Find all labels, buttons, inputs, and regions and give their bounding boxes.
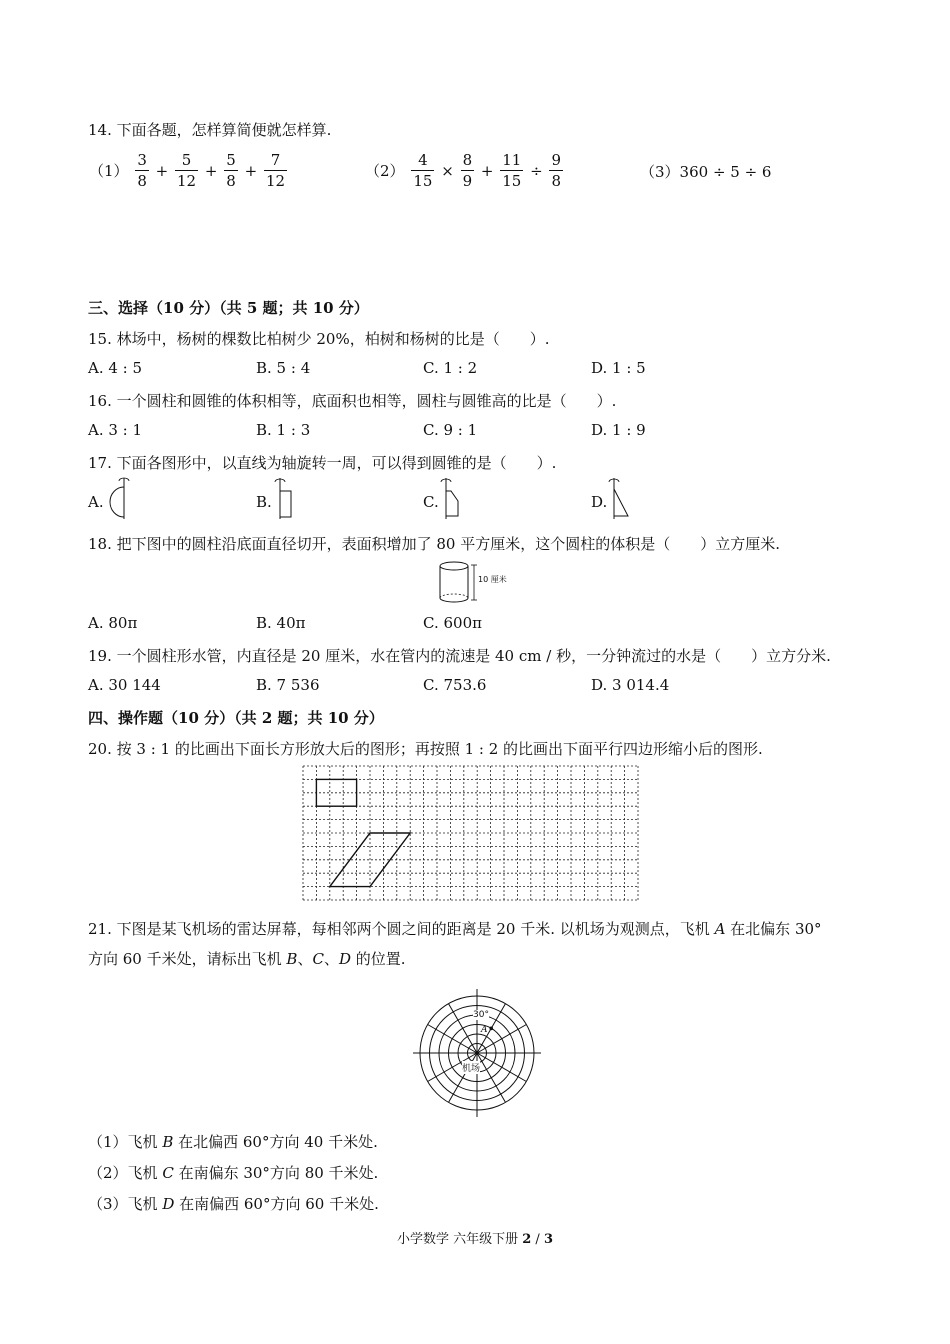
q16-prompt: 16. 一个圆柱和圆锥的体积相等，底面积也相等，圆柱与圆锥高的比是（ ）.	[88, 392, 617, 410]
fraction: $\frac{11}{15}$	[502, 151, 522, 190]
radar-ray	[477, 1053, 526, 1082]
q15-option-a[interactable]: A. 4 : 5	[88, 359, 143, 377]
q16-option-a[interactable]: A. 3 : 1	[88, 421, 143, 439]
q14-part2: （2） $\frac{4}{15}$ × $\frac{8}{9}$ + $\frac{11}{15}$ ÷ $\frac{9}{8}$	[365, 151, 562, 190]
q20-prompt: 20. 按 3 : 1 的比画出下面长方形放大后的图形；再按照 1 : 2 的比画出下面平行四边形缩小后的图形.	[88, 740, 763, 758]
q18-option-c[interactable]: C. 600π	[423, 614, 482, 632]
radar-center-label: 机场	[462, 1061, 480, 1074]
cylinder-figure	[438, 560, 518, 610]
fraction: $\frac{8}{9}$	[462, 151, 473, 190]
q14-part1: （1） $\frac{3}{8}$ + $\frac{5}{12}$ + $\frac{5}{8}$ + $\frac{7}{12}$	[89, 151, 286, 190]
q16-option-d[interactable]: D. 1 : 9	[591, 421, 646, 439]
q19-option-c[interactable]: C. 753.6	[423, 676, 487, 694]
q17-option-a[interactable]: A.	[88, 493, 104, 511]
rectangle-shape-icon	[275, 478, 297, 520]
q19-option-a[interactable]: A. 30 144	[88, 676, 161, 694]
trapezoid-shape-icon	[441, 478, 465, 520]
q21-subquestion-1: （1）飞机 B 在北偏西 60°方向 40 千米处.	[88, 1133, 378, 1151]
q19-prompt: 19. 一个圆柱形水管，内直径是 20 厘米，水在管内的流速是 40 cm / 秒，一分钟流过的水是（ ）立方分米.	[88, 647, 831, 665]
radar-ray	[428, 1025, 477, 1054]
triangle-shape-icon	[609, 478, 633, 520]
q17-option-c[interactable]: C.	[423, 493, 439, 511]
radar-ray	[477, 1053, 506, 1102]
section-title: 四、操作题（10 分）（共 2 题；共 10 分）	[88, 709, 384, 727]
q17-option-b[interactable]: B.	[256, 493, 272, 511]
page-footer: 小学数学 六年级下册 2 / 3	[396, 1232, 553, 1247]
radar-point-a-label: A	[481, 1025, 488, 1035]
fraction: $\frac{9}{8}$	[551, 151, 562, 190]
q15-option-c[interactable]: C. 1 : 2	[423, 359, 478, 377]
cylinder-height-label: 10 厘米	[478, 575, 507, 584]
q18-prompt: 18. 把下图中的圆柱沿底面直径切开，表面积增加了 80 平方厘米，这个圆柱的体积是（ ）立方厘米.	[88, 535, 781, 553]
drawing-grid[interactable]	[302, 765, 644, 905]
q15-option-d[interactable]: D. 1 : 5	[591, 359, 646, 377]
fraction: $\frac{7}{12}$	[265, 151, 286, 190]
semicircle-shape-icon	[106, 478, 134, 520]
fraction: $\frac{5}{8}$	[226, 151, 236, 190]
q15-prompt: 15. 林场中，杨树的棵数比柏树少 20%，柏树和杨树的比是（ ）.	[88, 330, 550, 348]
q14-part3: （3）360 ÷ 5 ÷ 6	[640, 163, 772, 181]
q17-prompt: 17. 下面各图形中，以直线为轴旋转一周，可以得到圆锥的是（ ）.	[88, 454, 557, 472]
q16-option-b[interactable]: B. 1 : 3	[256, 421, 311, 439]
q21-subquestion-2: （2）飞机 C 在南偏东 30°方向 80 千米处.	[88, 1164, 379, 1182]
q19-option-b[interactable]: B. 7 536	[256, 676, 320, 694]
q18-option-a[interactable]: A. 80π	[88, 614, 138, 632]
q18-option-b[interactable]: B. 40π	[256, 614, 306, 632]
plane-a-dot	[489, 1027, 493, 1031]
q21-subquestion-3: （3）飞机 D 在南偏西 60°方向 60 千米处.	[88, 1195, 379, 1213]
q21-prompt-line1: 21. 下图是某飞机场的雷达屏幕，每相邻两个圆之间的距离是 20 千米. 以机场为观测点，飞机 A 在北偏东 30°	[88, 920, 822, 938]
q15-option-b[interactable]: B. 5 : 4	[256, 359, 311, 377]
fraction: $\frac{3}{8}$	[137, 151, 147, 190]
q14-prompt: 14. 下面各题，怎样算简便就怎样算.	[88, 121, 332, 139]
radar-angle-label: 30°	[473, 1010, 489, 1020]
radar-screen[interactable]	[408, 988, 546, 1118]
q19-option-d[interactable]: D. 3 014.4	[591, 676, 670, 694]
q21-prompt-line2: 方向 60 千米处，请标出飞机 B、C、D 的位置.	[88, 950, 406, 968]
fraction: $\frac{5}{12}$	[177, 151, 197, 190]
fraction: $\frac{4}{15}$	[413, 151, 433, 190]
section-title: 三、选择（10 分）（共 5 题；共 10 分）	[88, 299, 369, 317]
q17-option-d[interactable]: D.	[591, 493, 608, 511]
q16-option-c[interactable]: C. 9 : 1	[423, 421, 478, 439]
